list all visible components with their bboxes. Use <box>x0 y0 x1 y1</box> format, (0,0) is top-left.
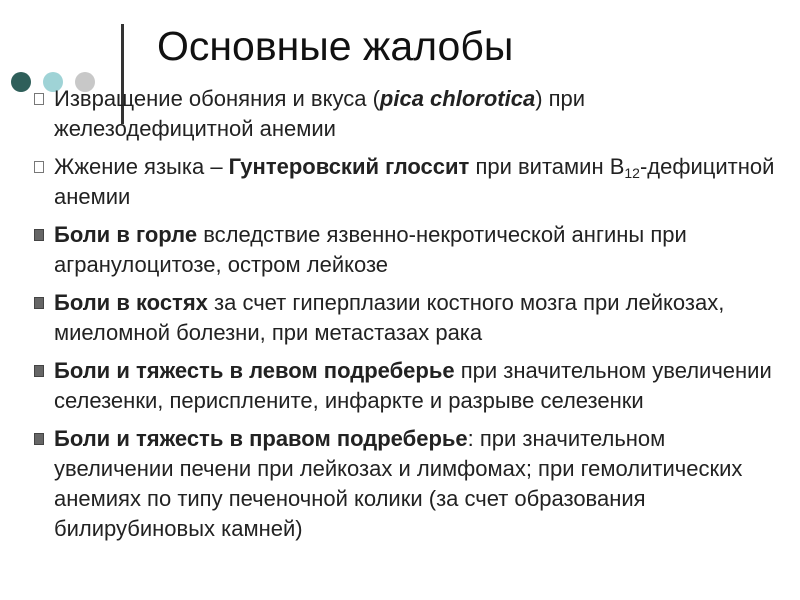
bullet-text-part: при значительном увеличении селезенки, перисплените, инфаркте и разрыве селезенки <box>54 358 772 413</box>
bullet-solid-icon <box>34 365 44 377</box>
bullet-item-left-hypochondrium <box>34 356 790 416</box>
bullet-emphasis: Боли и тяжесть в левом подреберье <box>54 358 455 383</box>
vitamin-subscript: 12 <box>624 165 640 181</box>
bullet-outline-icon <box>34 161 44 173</box>
dot-dark-icon <box>11 72 31 92</box>
bullet-emphasis: Боли в горле <box>54 222 198 247</box>
bullet-text-part: вследствие язвенно-некротической ангины при агранулоцитозе, остром лейкозе <box>54 222 687 277</box>
bullet-list <box>34 84 790 552</box>
bullet-item-right-hypochondrium <box>34 424 790 544</box>
bullet-emphasis: Гунтеровский глоссит <box>228 154 470 179</box>
slide-title: Основные жалобы <box>157 23 514 69</box>
bullet-item-pica <box>34 84 790 144</box>
bullet-text-part: за счет гиперплазии костного мозга при лейкозах, миеломной болезни, при метастазах рака <box>54 290 725 345</box>
bullet-item-bones <box>34 288 790 348</box>
bullet-solid-icon <box>34 297 44 309</box>
bullet-outline-icon <box>34 93 44 105</box>
bullet-text-part: : при значительном увеличении печени при лейкозах и лимфомах; при гемолитических анемиях по типу печеночной колики (за счет образования билирубиновых камней) <box>54 426 743 541</box>
bullet-text-part: Извращение обоняния и вкуса ( <box>54 86 380 111</box>
bullet-emphasis: Боли в костях <box>54 290 208 315</box>
bullet-item-tongue <box>34 152 790 212</box>
bullet-emphasis: Боли и тяжесть в правом подреберье <box>54 426 468 451</box>
bullet-text-part: ) при железодефицитной анемии <box>54 86 586 141</box>
bullet-solid-icon <box>34 433 44 445</box>
bullet-text-part: Жжение языка – <box>54 154 229 179</box>
bullet-text-part: при витамин В <box>469 154 625 179</box>
bullet-item-throat <box>34 220 790 280</box>
bullet-text-part: -дефицитной анемии <box>54 154 775 209</box>
bullet-emphasis: pica chlorotica <box>379 86 536 111</box>
bullet-solid-icon <box>34 229 44 241</box>
